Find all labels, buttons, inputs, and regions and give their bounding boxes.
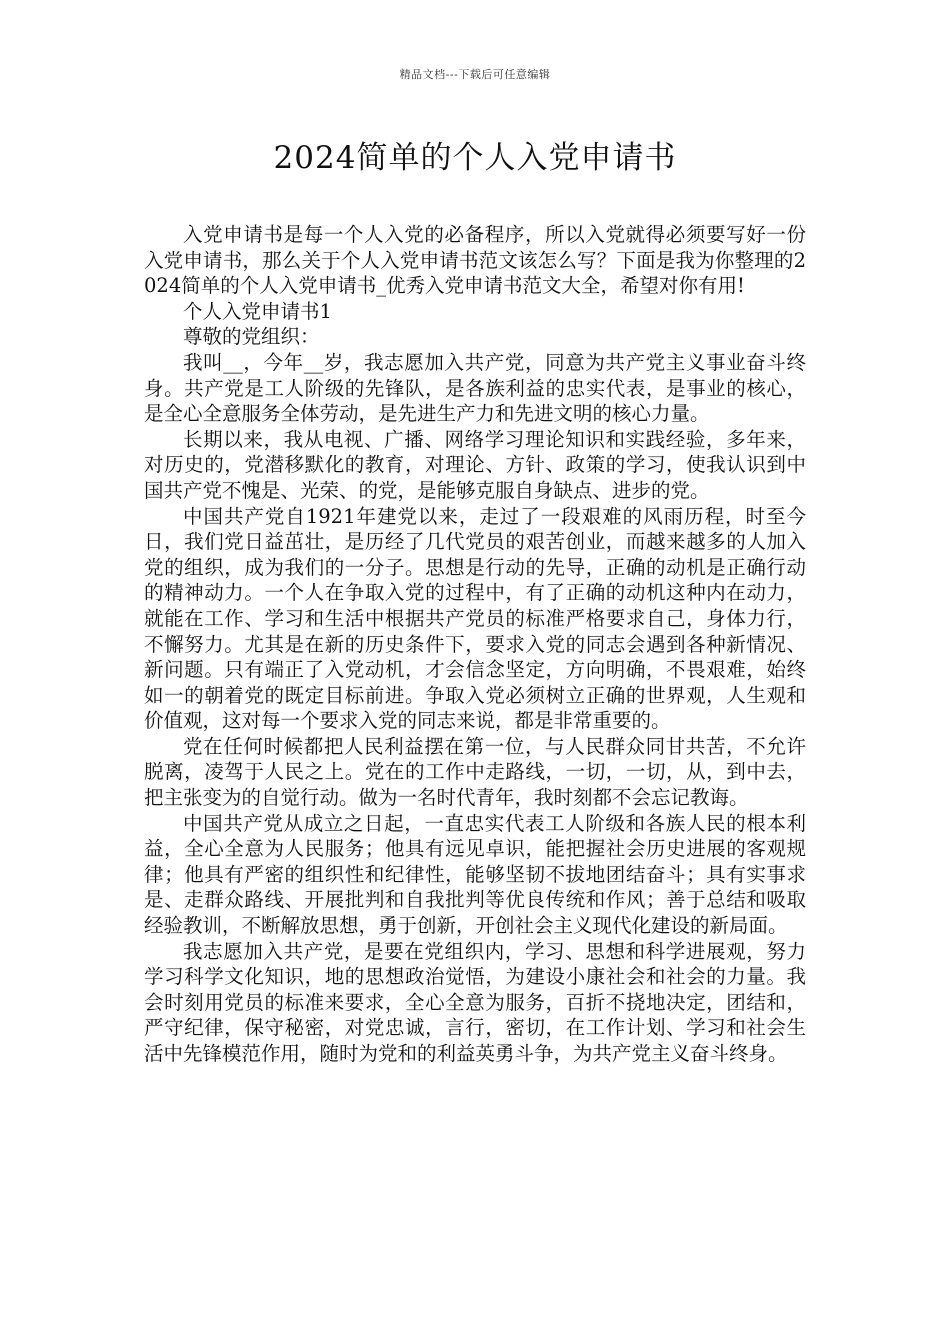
document-title: 2024简单的个人入党申请书 [273, 140, 677, 176]
paragraph: 我叫__，今年__岁，我志愿加入共产党，同意为共产党主义事业奋斗终身。共产党是工人阶级的先锋队，是各族利益的忠实代表，是事业的核心，是全心全意服务全体劳动，是先进生产力和先进文明的核心力量。 [144, 350, 806, 426]
section-heading: 个人入党申请书1 [183, 299, 332, 323]
paragraph: 中国共产党从成立之日起，一直忠实代表工人阶级和各族人民的根本利益，全心全意为人民服务；他具有远见卓识，能把握社会历史进展的客观规律；他具有严密的组织性和纪律性，能够坚韧不拔地团结奋斗；具有实事求是、走群众路线、开展批判和自我批判等优良传统和作风；善于总结和吸取经验教训，不断解放思想，勇于创新，开创社会主义现代化建设的新局面。 [144, 811, 806, 938]
paragraph: 中国共产党自1921年建党以来，走过了一段艰难的风雨历程，时至今日，我们党日益茁壮，是历经了几代党员的艰苦创业，而越来越多的人加入党的组织，成为我们的一分子。思想是行动的先导，正确的动机是正确行动的精神动力。一个人在争取入党的过程中，有了正确的动机这种内在动力，就能在工作、学习和生活中根据共产党员的标准严格要求自己，身体力行，不懈努力。尤其是在新的历史条件下，要求入党的同志会遇到各种新情况、新问题。只有端正了入党动机，才会信念坚定，方向明确，不畏艰难，始终如一的朝着党的既定目标前进。争取入党必须树立正确的世界观，人生观和价值观，这对每一个要求入党的同志来说，都是非常重要的。 [144, 504, 806, 733]
document-body [144, 222, 806, 1067]
paragraph: 党在任何时候都把人民利益摆在第一位，与人民群众同甘共苦，不允许脱离，凌驾于人民之上。党在的工作中走路线，一切，一切，从，到中去，把主张变为的自觉行动。做为一名时代青年，我时刻都不会忘记教诲。 [144, 734, 806, 810]
paragraph-intro: 入党申请书是每一个人入党的必备程序，所以入党就得必须要写好一份入党申请书，那么关于个人入党申请书范文该怎么写？下面是我为你整理的2024简单的个人入党申请书_优秀入党申请书范文大全，希望对你有用! [144, 223, 806, 298]
paragraph: 长期以来，我从电视、广播、网络学习理论知识和实践经验，多年来，对历史的，党潜移默化的教育，对理论、方针、政策的学习，使我认识到中国共产党不愧是、光荣、的党，是能够克服自身缺点、进步的党。 [144, 427, 806, 502]
paragraph: 我志愿加入共产党，是要在党组织内，学习、思想和科学进展观，努力学习科学文化知识，地的思想政治觉悟，为建设小康社会和社会的力量。我会时刻用党员的标准来要求，全心全意为服务，百折不挠地决定，团结和，严守纪律，保守秘密，对党忠诚，言行，密切，在工作计划、学习和社会生活中先锋模范作用，随时为党和的利益英勇斗争，为共产党主义奋斗终身。 [144, 939, 806, 1065]
header-note: 精品文档---下载后可任意编辑 [399, 68, 551, 81]
salutation: 尊敬的党组织： [183, 325, 320, 349]
